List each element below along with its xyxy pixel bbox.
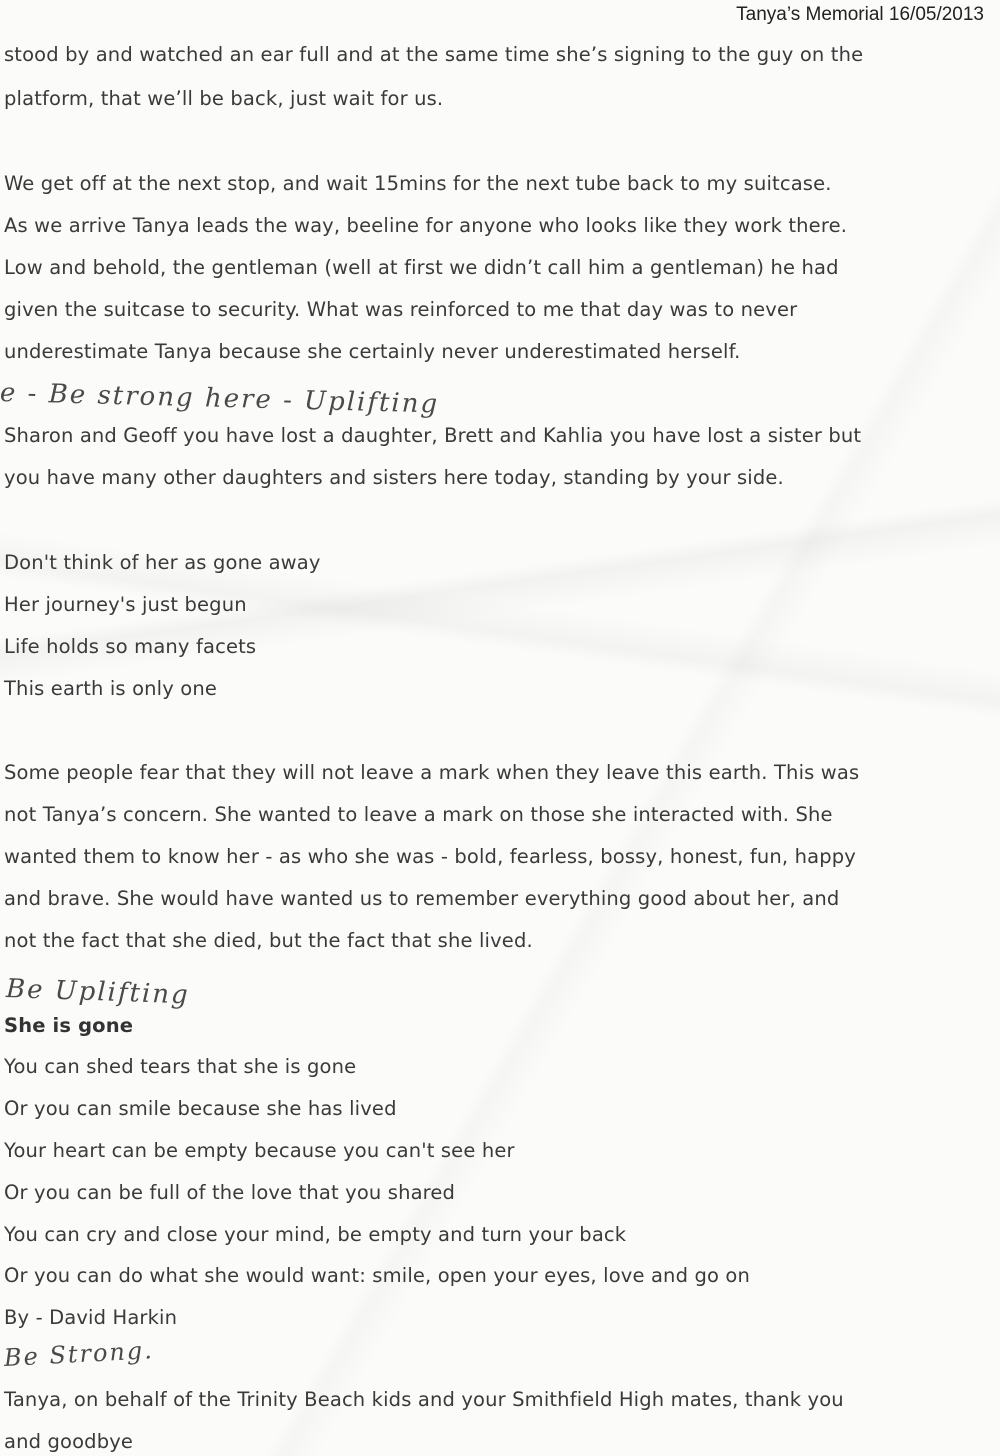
paragraph-4-line: Some people fear that they will not leave a mark when they leave this earth. This was <box>4 761 860 784</box>
closing-line: Tanya, on behalf of the Trinity Beach kids and your Smithfield High mates, thank you <box>4 1388 844 1411</box>
handwritten-note-be-strong: Be Strong. <box>3 1336 155 1372</box>
paragraph-1-line: stood by and watched an ear full and at the same time she’s signing to the guy on the <box>4 43 864 66</box>
poem-2-line: Or you can do what she would want: smile, open your eyes, love and go on <box>4 1264 750 1287</box>
paragraph-4-line: wanted them to know her - as who she was - bold, fearless, bossy, honest, fun, happy <box>4 845 856 868</box>
paragraph-1-line: platform, that we’ll be back, just wait for us. <box>4 87 444 110</box>
poem-2-line: You can cry and close your mind, be empty and turn your back <box>4 1223 627 1246</box>
paragraph-3-line: Sharon and Geoff you have lost a daughter, Brett and Kahlia you have lost a sister but <box>4 424 862 447</box>
paragraph-4-line: not the fact that she died, but the fact that she lived. <box>4 929 533 952</box>
poem-2-line: Your heart can be empty because you can't see her <box>4 1139 515 1162</box>
poem-2-author: By - David Harkin <box>4 1306 178 1329</box>
paragraph-2-line: given the suitcase to security. What was reinforced to me that day was to never <box>4 298 798 321</box>
paragraph-2-line: Low and behold, the gentleman (well at first we didn’t call him a gentleman) he had <box>4 256 839 279</box>
paragraph-2-line: As we arrive Tanya leads the way, beeline for anyone who looks like they work there. <box>4 214 848 237</box>
poem-1-line: Her journey's just begun <box>4 593 247 616</box>
paragraph-2-line: underestimate Tanya because she certainly never underestimated herself. <box>4 340 741 363</box>
poem-1-line: Don't think of her as gone away <box>4 551 321 574</box>
paragraph-4-line: not Tanya’s concern. She wanted to leave a mark on those she interacted with. She <box>4 803 833 826</box>
poem-2-line: You can shed tears that she is gone <box>4 1055 357 1078</box>
poem-2-title: She is gone <box>4 1014 134 1037</box>
handwritten-note-be-uplifting: Be Uplifting <box>5 974 191 1011</box>
handwritten-note-strong-uplifting: e - Be strong here - Uplifting <box>0 378 440 420</box>
closing-line: and goodbye <box>4 1430 134 1453</box>
poem-1-line: This earth is only one <box>4 677 218 700</box>
paragraph-4-line: and brave. She would have wanted us to remember everything good about her, and <box>4 887 840 910</box>
poem-2-line: Or you can smile because she has lived <box>4 1097 397 1120</box>
paragraph-2-line: We get off at the next stop, and wait 15mins for the next tube back to my suitcase. <box>4 172 832 195</box>
document-header: Tanya’s Memorial 16/05/2013 <box>736 4 984 25</box>
poem-1-line: Life holds so many facets <box>4 635 257 658</box>
poem-2-line: Or you can be full of the love that you shared <box>4 1181 456 1204</box>
paragraph-3-line: you have many other daughters and sisters here today, standing by your side. <box>4 466 784 489</box>
